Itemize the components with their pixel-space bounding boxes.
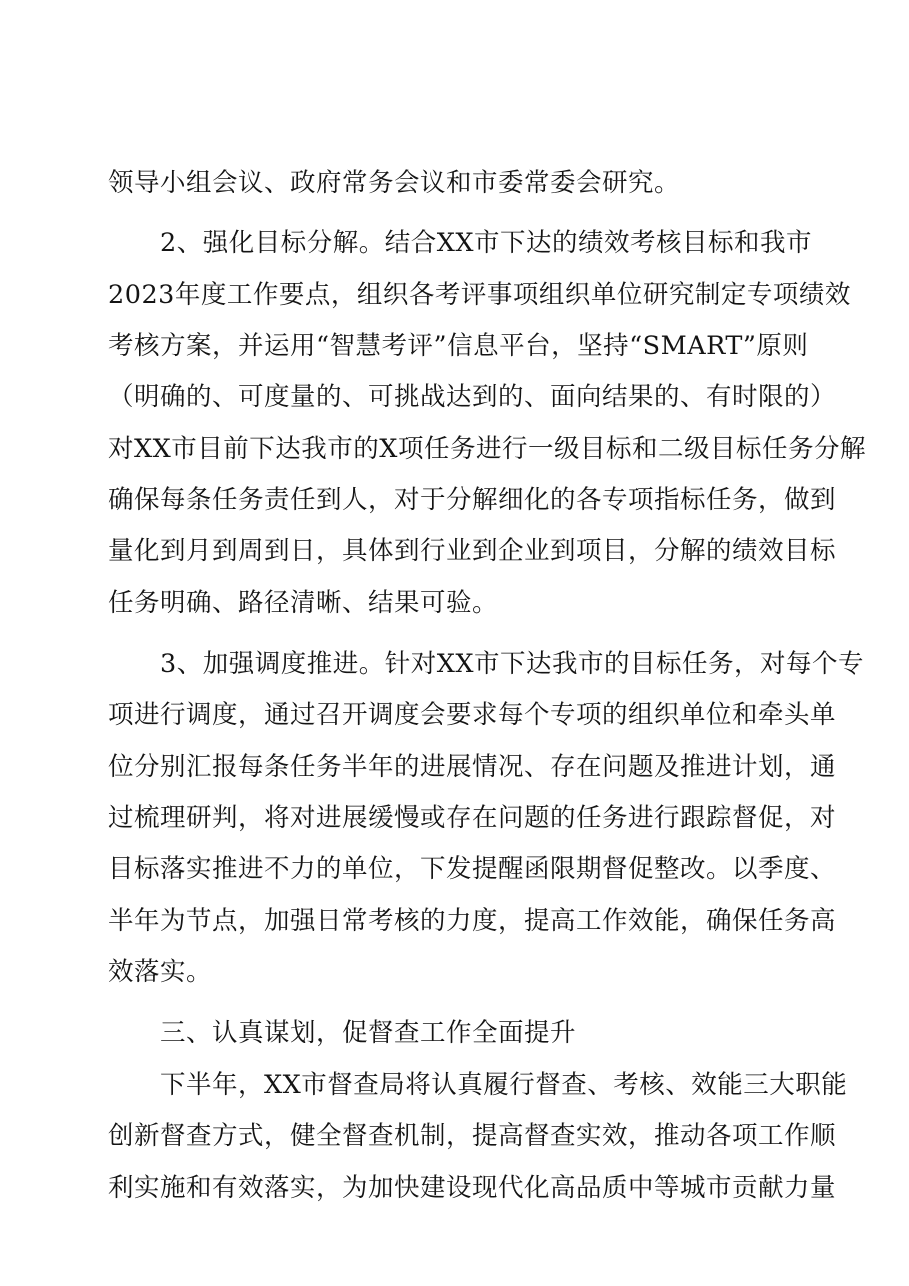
line-text: 确保每条任务责任到人，对于分解细化的各专项指标任务，做到 [108, 485, 837, 515]
line-text: 目标落实推进不力的单位，下发提醒函限期督促整改。以季度、 [108, 854, 837, 884]
line-text: 领导小组会议、政府常务会议和市委常委会研究。 [108, 168, 681, 198]
line-text: 3、加强调度推进。针对XX市下达我市的目标任务，对每个专 [160, 649, 865, 679]
line-text: 考核方案，并运用“智慧考评”信息平台，坚持“SMART”原则 [108, 331, 809, 361]
line-text: 利实施和有效落实，为加快建设现代化高品质中等城市贡献力量 [108, 1173, 837, 1203]
line-text: 下半年，XX市督查局将认真履行督查、考核、效能三大职能 [160, 1070, 848, 1100]
text-line [0, 744, 909, 790]
text-line [0, 846, 909, 892]
text-line [0, 477, 909, 523]
paragraph-2-heading-line [0, 220, 909, 266]
line-text: 位分别汇报每条任务半年的进展情况、存在问题及推进计划，通 [108, 752, 837, 782]
line-text: 半年为节点，加强日常考核的力度，提高工作效能，确保任务高 [108, 906, 837, 936]
text-line [0, 898, 909, 944]
text-line [0, 160, 909, 206]
text-line [0, 580, 909, 626]
line-text: （明确的、可度量的、可挑战达到的、面向结果的、有时限的） [108, 382, 837, 412]
line-text: 对XX市目前下达我市的X项任务进行一级目标和二级目标任务分解 [108, 434, 866, 464]
text-line [0, 795, 909, 841]
line-text: 效落实。 [108, 957, 213, 987]
line-text: 三、认真谋划，促督查工作全面提升 [160, 1018, 577, 1048]
line-text: 量化到月到周到日，具体到行业到企业到项目，分解的绩效目标 [108, 536, 837, 566]
text-line [0, 692, 909, 738]
text-line [0, 323, 909, 369]
text-line [0, 949, 909, 995]
line-text: 创新督查方式，健全督查机制，提高督查实效，推动各项工作顺 [108, 1121, 837, 1151]
line-text: 任务明确、路径清晰、结果可验。 [108, 588, 499, 618]
text-line [0, 1113, 909, 1159]
line-text: 项进行调度，通过召开调度会要求每个专项的组织单位和牵头单 [108, 700, 837, 730]
text-line [0, 272, 909, 318]
text-line [0, 528, 909, 574]
text-line [0, 426, 909, 472]
section-heading-line [0, 1010, 909, 1056]
text-line [0, 374, 909, 420]
text-line [0, 1062, 909, 1108]
text-line [0, 1165, 909, 1211]
line-text: 2023年度工作要点，组织各考评事项组织单位研究制定专项绩效 [108, 280, 851, 310]
paragraph-3-heading-line [0, 641, 909, 687]
line-text: 2、强化目标分解。结合XX市下达的绩效考核目标和我市 [160, 228, 813, 258]
line-text: 过梳理研判，将对进展缓慢或存在问题的任务进行跟踪督促，对 [108, 803, 837, 833]
